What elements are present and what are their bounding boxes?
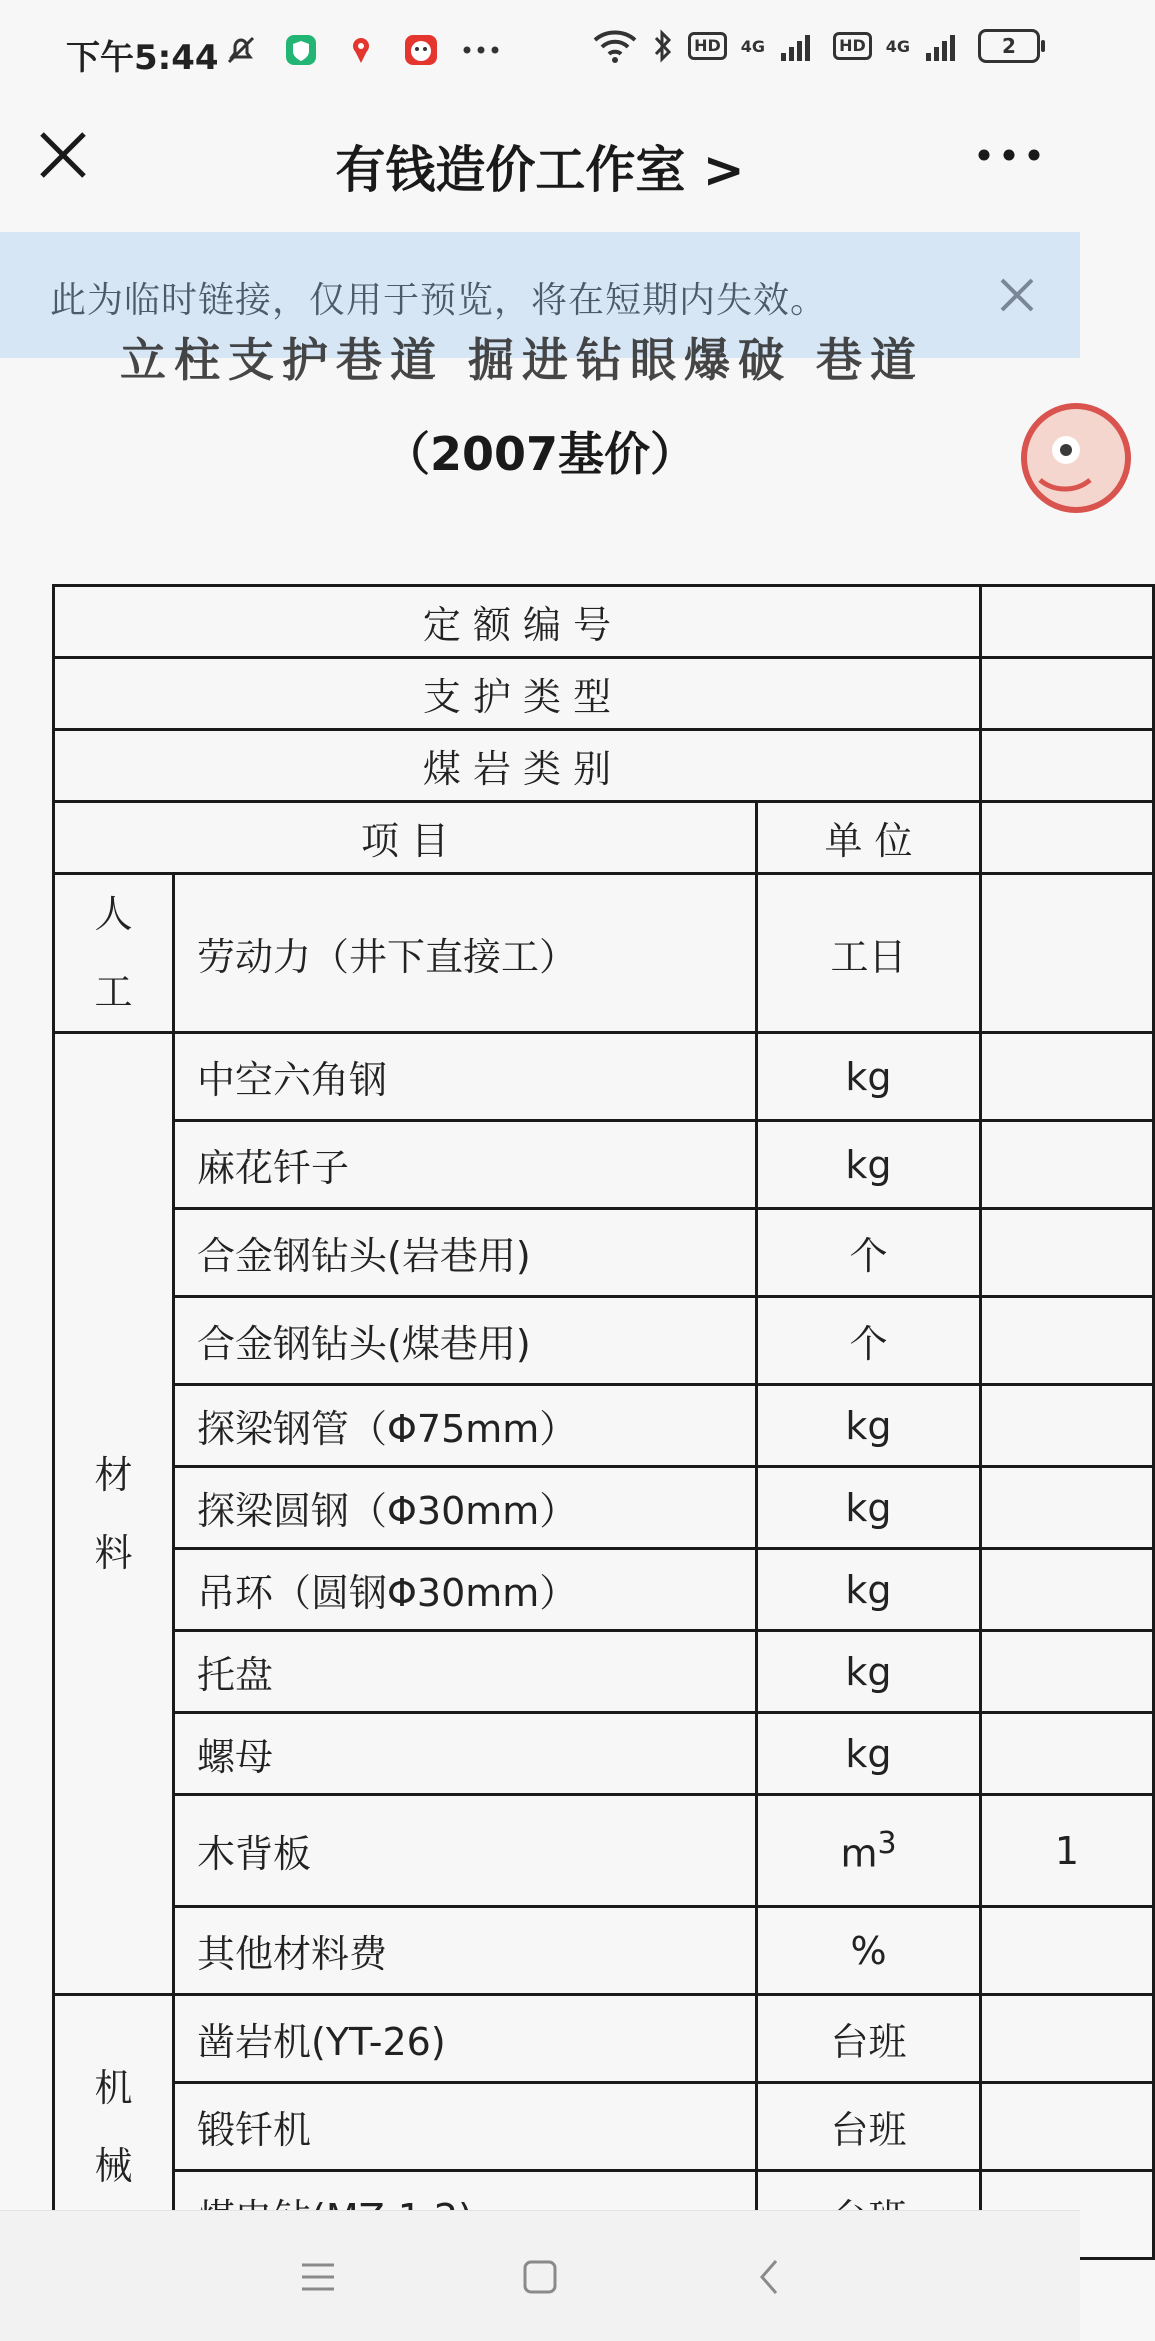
table-row — [54, 1209, 1154, 1297]
table-row — [54, 1033, 1154, 1121]
unit-header: 单 位 — [757, 802, 981, 874]
item-unit — [757, 1795, 981, 1907]
unit-text: 个 — [849, 1322, 888, 1366]
quota-table — [52, 584, 1155, 2260]
title-bar — [0, 100, 1080, 232]
value-cell — [981, 1467, 1154, 1549]
value-cell — [981, 1631, 1154, 1713]
table-row — [54, 1795, 1154, 1907]
menu-icon — [296, 2255, 340, 2299]
value-cell — [981, 1549, 1154, 1631]
item-unit — [757, 1467, 981, 1549]
category-char: 料 — [94, 1530, 133, 1575]
item-unit — [757, 1033, 981, 1121]
item-unit — [757, 1631, 981, 1713]
system-indicators — [592, 28, 1040, 64]
value-cell — [981, 1033, 1154, 1121]
item-unit — [757, 2083, 981, 2171]
signal-icon — [779, 31, 819, 61]
item-unit — [757, 1549, 981, 1631]
item-name: 凿岩机(YT-26) — [174, 1995, 757, 2083]
unit-text: m — [840, 1831, 878, 1876]
item-unit — [757, 1907, 981, 1995]
category-cell — [54, 1033, 174, 1995]
category-char: 材 — [94, 1452, 133, 1497]
value-cell — [981, 586, 1154, 658]
unit-text: kg — [845, 1485, 892, 1530]
item-unit — [757, 1385, 981, 1467]
category-char: 械 — [94, 2143, 133, 2188]
unit-text: kg — [845, 1403, 892, 1448]
unit-text: kg — [845, 1567, 892, 1612]
value-cell — [981, 1209, 1154, 1297]
value-cell — [981, 1713, 1154, 1795]
unit-text: 台班 — [830, 2108, 907, 2152]
category-char: 机 — [94, 2065, 133, 2110]
header-label: 支 护 类 型 — [54, 658, 981, 730]
status-time: 下午5:44 — [66, 38, 219, 78]
item-name: 合金钢钻头(煤巷用) — [174, 1297, 757, 1385]
item-name: 木背板 — [174, 1795, 757, 1907]
unit-text: 台班 — [830, 2020, 907, 2064]
item-unit — [757, 1297, 981, 1385]
item-name: 麻花钎子 — [174, 1121, 757, 1209]
item-name: 其他材料费 — [174, 1907, 757, 1995]
value-cell — [981, 730, 1154, 802]
hd-badge: HD — [688, 32, 727, 60]
value-cell — [981, 1907, 1154, 1995]
shield-app-icon — [282, 31, 320, 69]
table-header-row — [54, 658, 1154, 730]
value-cell — [981, 874, 1154, 1033]
table-row — [54, 1907, 1154, 1995]
item-name: 合金钢钻头(岩巷用) — [174, 1209, 757, 1297]
table-row — [54, 1467, 1154, 1549]
app-face-icon — [402, 31, 440, 69]
hd-badge-2: HD — [833, 32, 872, 60]
item-unit — [757, 874, 981, 1033]
value-cell — [981, 802, 1154, 874]
column-header-row — [54, 802, 1154, 874]
document-heading: （2007基价） — [383, 427, 697, 481]
unit-text: kg — [845, 1731, 892, 1776]
item-name: 劳动力（井下直接工） — [174, 874, 757, 1033]
item-unit — [757, 1995, 981, 2083]
back-button[interactable] — [748, 2255, 792, 2299]
home-icon — [518, 2255, 562, 2299]
table-header-row — [54, 586, 1154, 658]
value-cell: 1 — [981, 1795, 1154, 1907]
more-dots-icon — [462, 31, 500, 69]
network-type-2: 4G — [885, 36, 910, 56]
category-char: 工 — [94, 970, 133, 1014]
recent-apps-button[interactable] — [296, 2255, 340, 2299]
item-name: 锻钎机 — [174, 2083, 757, 2171]
unit-text: kg — [845, 1142, 892, 1187]
system-nav-bar — [0, 2210, 1080, 2341]
unit-superscript: 3 — [877, 1825, 897, 1861]
value-cell — [981, 2083, 1154, 2171]
item-unit — [757, 1121, 981, 1209]
table-row — [54, 1995, 1154, 2083]
partial-heading: 立柱支护巷道 掘进钻眼爆破 巷道 — [120, 333, 925, 387]
value-cell — [981, 1995, 1154, 2083]
value-cell — [981, 1121, 1154, 1209]
table-row — [54, 1713, 1154, 1795]
wifi-icon — [592, 28, 638, 64]
document-body — [0, 333, 1080, 2210]
value-cell — [981, 1385, 1154, 1467]
status-bar — [0, 0, 1080, 100]
item-name: 吊环（圆钢Φ30mm） — [174, 1549, 757, 1631]
unit-text: kg — [845, 1054, 892, 1099]
table-row — [54, 2083, 1154, 2171]
notice-close-button[interactable] — [994, 272, 1040, 318]
table-row — [54, 1121, 1154, 1209]
table-row — [54, 1385, 1154, 1467]
battery-indicator: 2 — [978, 29, 1040, 63]
more-icon — [974, 130, 1044, 180]
item-name: 托盘 — [174, 1631, 757, 1713]
item-unit — [757, 1209, 981, 1297]
floating-mascot-icon[interactable] — [1020, 388, 1100, 528]
network-type: 4G — [740, 36, 766, 56]
table-header-row — [54, 730, 1154, 802]
item-header: 项 目 — [54, 802, 757, 874]
notification-icons — [222, 26, 500, 74]
unit-text: 个 — [849, 1234, 888, 1278]
item-name: 中空六角钢 — [174, 1033, 757, 1121]
value-cell — [981, 658, 1154, 730]
signal-icon-2 — [924, 31, 964, 61]
table-row — [54, 874, 1154, 1033]
item-unit — [757, 1713, 981, 1795]
more-options-button[interactable] — [974, 130, 1044, 180]
notice-text: 此为临时链接，仅用于预览，将在短期内失效。 — [50, 280, 828, 321]
value-cell — [981, 1297, 1154, 1385]
item-name: 探梁钢管（Φ75mm） — [174, 1385, 757, 1467]
category-cell — [54, 874, 174, 1033]
item-name: 探梁圆钢（Φ30mm） — [174, 1467, 757, 1549]
table-row — [54, 1549, 1154, 1631]
close-icon — [994, 272, 1040, 318]
unit-text: kg — [845, 1649, 892, 1694]
header-label: 定 额 编 号 — [54, 586, 981, 658]
header-label: 煤 岩 类 别 — [54, 730, 981, 802]
table-row — [54, 1297, 1154, 1385]
page-title[interactable]: 有钱造价工作室 > — [335, 141, 745, 199]
back-icon — [748, 2255, 792, 2299]
item-name: 螺母 — [174, 1713, 757, 1795]
unit-text: 工日 — [830, 934, 907, 979]
mute-icon — [222, 31, 260, 69]
table-row — [54, 1631, 1154, 1713]
home-button[interactable] — [518, 2255, 562, 2299]
location-app-icon — [342, 31, 380, 69]
category-char: 人 — [94, 892, 133, 936]
unit-text: % — [850, 1928, 887, 1973]
bluetooth-icon — [652, 28, 674, 64]
